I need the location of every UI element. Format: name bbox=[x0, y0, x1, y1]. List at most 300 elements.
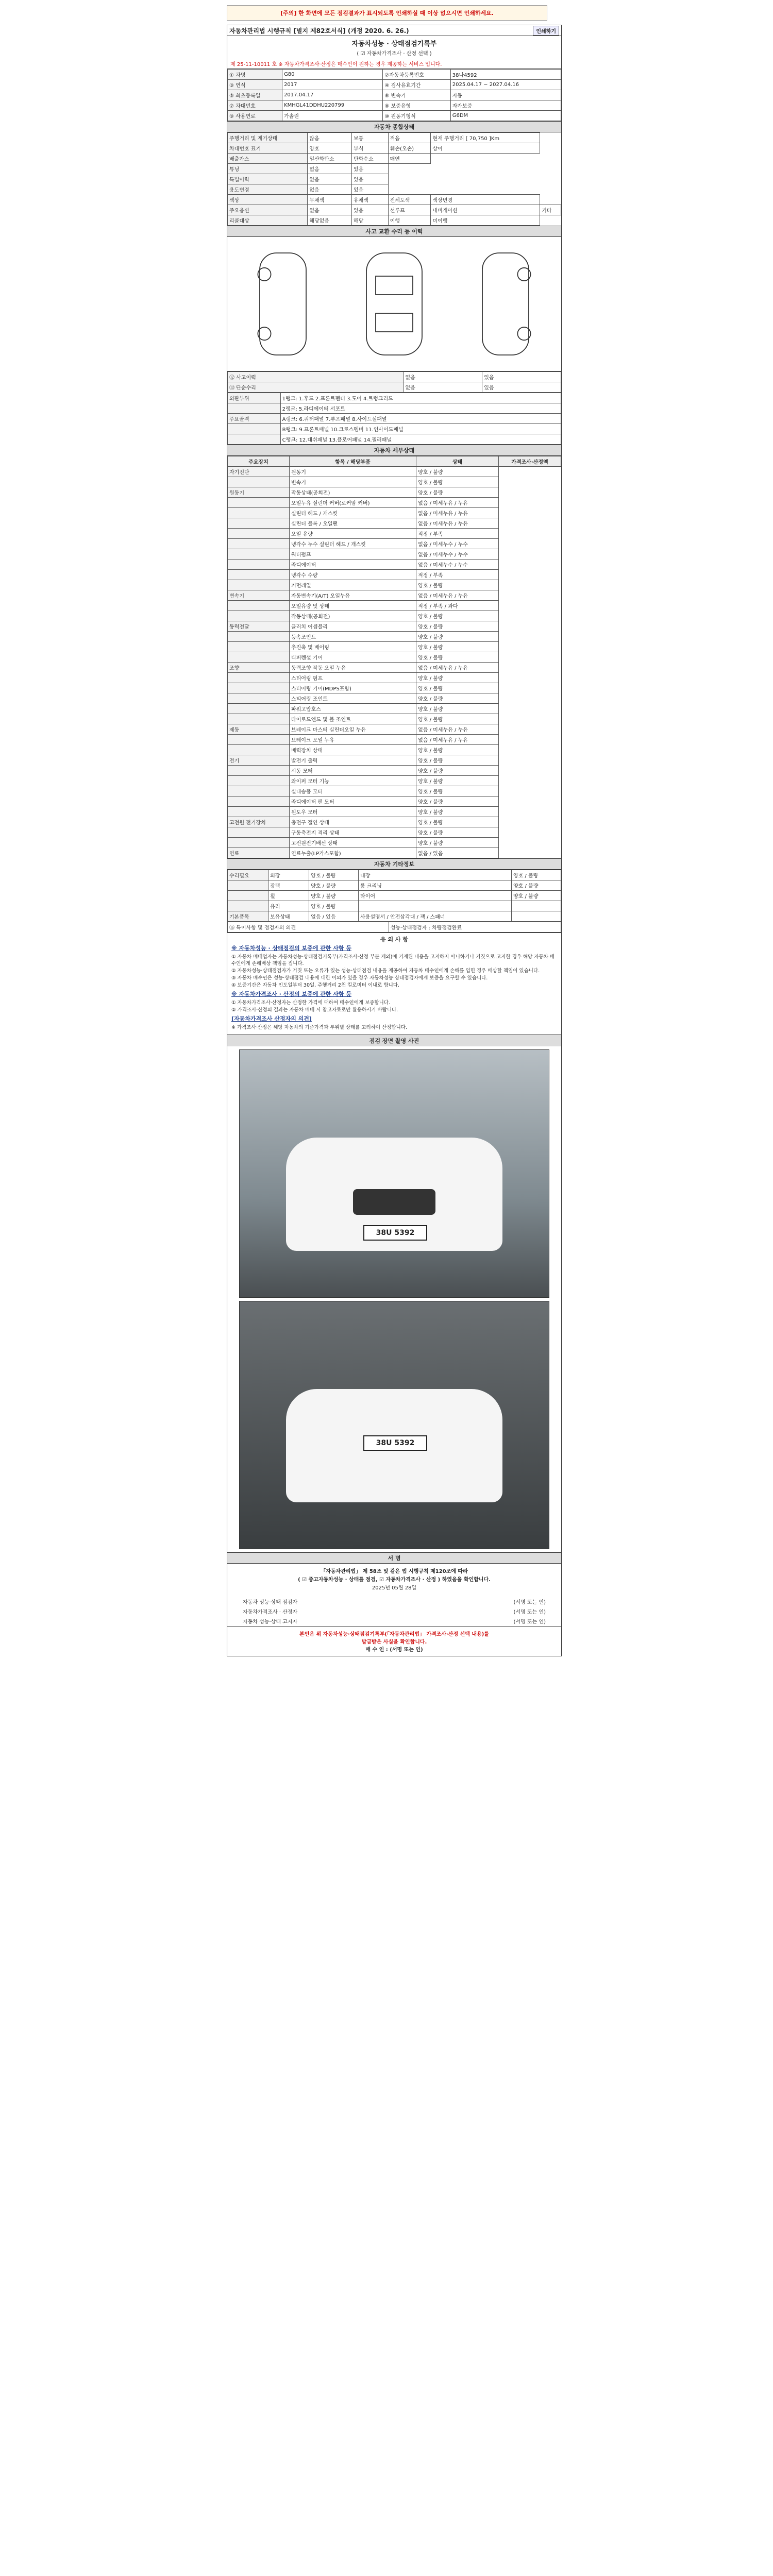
detail-cell: 전기 bbox=[228, 755, 290, 766]
buyer-text-1: 본인은 위 자동차성능·상태점검기록부(「자동차관리법」 가격조사·산정 선택 내용)를 bbox=[299, 1632, 489, 1637]
detail-cell: 작동상태(공회전) bbox=[289, 611, 416, 621]
detail-row bbox=[228, 601, 561, 611]
signature-cell: 자동차 성능·상태 고지자 bbox=[243, 1619, 298, 1625]
summary-cell: 주요옵션 bbox=[228, 205, 308, 215]
detail-cell bbox=[228, 518, 290, 529]
detail-cell: 와이퍼 모터 기능 bbox=[289, 776, 416, 786]
note-paragraph: ② 가격조사·산정의 결과는 자동차 매매 시 참고자료로만 활용하시기 바랍니다. bbox=[231, 1007, 398, 1013]
detail-cell bbox=[228, 776, 290, 786]
detail-cell: 양호 / 불량 bbox=[416, 683, 499, 693]
detail-cell: 타이로드엔드 및 볼 조인트 bbox=[289, 714, 416, 724]
parts-cell: 외판부위 bbox=[228, 393, 281, 403]
parts-cell: 2랭크: 5.라디에이터 서포트 bbox=[280, 403, 561, 414]
detail-cell: 적정 / 부족 / 과다 bbox=[416, 601, 499, 611]
detail-cell: 없음 / 미세누유 / 누유 bbox=[416, 508, 499, 518]
summary-row bbox=[228, 205, 561, 215]
detail-cell bbox=[228, 838, 290, 848]
detail-cell: 브레이크 오일 누유 bbox=[289, 735, 416, 745]
accident-row bbox=[228, 372, 561, 382]
detail-row bbox=[228, 477, 561, 487]
notes-heading-2: ※ 자동차가격조사 · 산정의 보증에 관한 사항 등 bbox=[231, 991, 351, 997]
doc-id-note: ※ 자동차가격조사·산정은 매수인이 원하는 경우 제공하는 서비스 입니다. bbox=[278, 62, 442, 67]
summary-cell: 용도변경 bbox=[228, 184, 308, 195]
summary-cell: 특별이력 bbox=[228, 174, 308, 184]
detail-cell: 양호 / 불량 bbox=[416, 477, 499, 487]
detail-cell: 양호 / 불량 bbox=[416, 652, 499, 663]
section-accident: 사고 교환 수리 등 이력 bbox=[227, 226, 561, 237]
detail-cell: 양호 / 불량 bbox=[416, 745, 499, 755]
detail-cell: 원동기 bbox=[289, 467, 416, 477]
detail-cell: 없음 / 미세누유 / 누유 bbox=[416, 735, 499, 745]
summary-row bbox=[228, 133, 561, 143]
license-plate-1: 38U 5392 bbox=[363, 1225, 427, 1241]
detail-cell: 브레이크 마스터 실린더오일 누유 bbox=[289, 724, 416, 735]
notes-title: 유 의 사 항 bbox=[380, 936, 408, 943]
detail-cell: 적정 / 부족 bbox=[416, 570, 499, 580]
basic-cell: 자가보증 bbox=[450, 100, 561, 111]
signature-row bbox=[227, 1606, 561, 1616]
note-paragraph: ③ 자동차 매수인은 성능·상태점검 내용에 대한 이의가 있을 경우 자동차성능·상태점검자에게 보증을 요구할 수 있습니다. bbox=[231, 975, 488, 981]
detail-cell: 연료 bbox=[228, 848, 290, 858]
detail-cell bbox=[228, 693, 290, 704]
photos-title: 점검 장면 촬영 사진 bbox=[227, 1035, 561, 1046]
detail-cell: 양호 / 불량 bbox=[416, 704, 499, 714]
detail-row bbox=[228, 745, 561, 755]
basic-row bbox=[228, 111, 561, 121]
basic-cell: 2025.04.17 ~ 2027.04.16 bbox=[450, 80, 561, 90]
summary-cell: 해당없음 bbox=[308, 215, 352, 226]
print-button[interactable]: 인쇄하기 bbox=[533, 26, 559, 36]
detail-cell: 양호 / 불량 bbox=[416, 642, 499, 652]
accident-cell: ⑫ 사고이력 bbox=[228, 372, 404, 382]
section-detail: 자동차 세부상태 bbox=[227, 445, 561, 456]
parts-cell: C랭크: 12.대쉬패널 13.플로어패널 14.필러패널 bbox=[280, 434, 561, 445]
basic-cell: 2017 bbox=[282, 80, 383, 90]
detail-cell bbox=[228, 539, 290, 549]
etc-row bbox=[228, 911, 561, 922]
detail-cell: 등속조인트 bbox=[289, 632, 416, 642]
detail-cell bbox=[228, 642, 290, 652]
signature-row bbox=[227, 1597, 561, 1606]
parts-cell: A랭크: 6.쿼터패널 7.루프패널 8.사이드실패널 bbox=[280, 414, 561, 424]
detail-row bbox=[228, 776, 561, 786]
detail-cell: 라디에이터 팬 모터 bbox=[289, 796, 416, 807]
parts-row bbox=[228, 414, 561, 424]
detail-cell bbox=[228, 704, 290, 714]
detail-row bbox=[228, 621, 561, 632]
detail-cell: 오일유량 및 상태 bbox=[289, 601, 416, 611]
accident-table bbox=[227, 371, 561, 393]
detail-cell: 조향 bbox=[228, 663, 290, 673]
detail-cell: 양호 / 불량 bbox=[416, 673, 499, 683]
detail-cell: 파워고압호스 bbox=[289, 704, 416, 714]
detail-cell: 연료누출(LP가스포함) bbox=[289, 848, 416, 858]
opinion-label: ⑯ 특이사항 및 점검자의 의견 bbox=[228, 922, 389, 933]
detail-cell: 양호 / 불량 bbox=[416, 827, 499, 838]
detail-cell: 원동기 bbox=[228, 487, 290, 498]
summary-cell: 선루프 bbox=[388, 205, 431, 215]
etc-cell: 외장 bbox=[268, 870, 309, 880]
etc-row bbox=[228, 880, 561, 891]
detail-row bbox=[228, 508, 561, 518]
parts-cell: 1랭크: 1.후드 2.프론트펜더 3.도어 4.트렁크리드 bbox=[280, 393, 561, 403]
detail-cell: 스티어링 기어(MDPS포함) bbox=[289, 683, 416, 693]
signature-cell: (서명 또는 인) bbox=[513, 1619, 546, 1625]
detail-cell: 자동변속기(A/T) 오일누유 bbox=[289, 590, 416, 601]
detail-row bbox=[228, 663, 561, 673]
basic-cell: ⑨ 사용연료 bbox=[228, 111, 282, 121]
table-header: 가격조사·산정액 bbox=[499, 456, 561, 467]
etc-cell: 양호 / 불량 bbox=[309, 870, 359, 880]
summary-cell: 주행거리 및 계기상태 bbox=[228, 133, 308, 143]
detail-cell: 없음 / 미세누유 / 누유 bbox=[416, 498, 499, 508]
detail-cell: 양호 / 불량 bbox=[416, 632, 499, 642]
etc-row bbox=[228, 891, 561, 901]
summary-row bbox=[228, 164, 561, 174]
detail-row bbox=[228, 652, 561, 663]
etc-cell: 기본품목 bbox=[228, 911, 268, 922]
detail-cell: 양호 / 불량 bbox=[416, 755, 499, 766]
summary-cell: 상이 bbox=[431, 143, 540, 154]
detail-row bbox=[228, 796, 561, 807]
detail-row bbox=[228, 807, 561, 817]
detail-cell bbox=[228, 549, 290, 560]
summary-cell: 보통 bbox=[351, 133, 388, 143]
detail-row bbox=[228, 704, 561, 714]
detail-row bbox=[228, 827, 561, 838]
basic-row bbox=[228, 90, 561, 100]
summary-cell: 있음 bbox=[351, 164, 388, 174]
etc-cell: 수리필요 bbox=[228, 870, 268, 880]
basic-cell: 가솔린 bbox=[282, 111, 383, 121]
detail-row bbox=[228, 683, 561, 693]
detail-cell: 실내송풍 모터 bbox=[289, 786, 416, 796]
detail-cell: 없음 / 미세누유 / 누유 bbox=[416, 663, 499, 673]
detail-cell: 워터펌프 bbox=[289, 549, 416, 560]
detail-row bbox=[228, 549, 561, 560]
detail-cell: 스티어링 펌프 bbox=[289, 673, 416, 683]
basic-cell: ① 차명 bbox=[228, 70, 282, 80]
detail-row bbox=[228, 766, 561, 776]
etc-cell bbox=[512, 911, 561, 922]
basic-cell: ⑦ 차대번호 bbox=[228, 100, 282, 111]
detail-cell: 자기진단 bbox=[228, 467, 290, 477]
etc-table bbox=[227, 870, 561, 922]
detail-cell bbox=[228, 560, 290, 570]
etc-cell: 양호 / 불량 bbox=[309, 901, 359, 911]
sign-date: 2025년 05월 28일 bbox=[372, 1585, 417, 1591]
etc-cell: 광택 bbox=[268, 880, 309, 891]
signature-row bbox=[227, 1616, 561, 1626]
detail-cell bbox=[228, 580, 290, 590]
detail-row bbox=[228, 580, 561, 590]
parts-cell: B랭크: 9.프론트패널 10.크로스멤버 11.인사이드패널 bbox=[280, 424, 561, 434]
detail-row bbox=[228, 838, 561, 848]
summary-cell: 해당 bbox=[351, 215, 388, 226]
detail-cell: 냉각수 수량 bbox=[289, 570, 416, 580]
etc-row bbox=[228, 901, 561, 911]
detail-cell: 디퍼렌셜 기어 bbox=[289, 652, 416, 663]
basic-cell: 자동 bbox=[450, 90, 561, 100]
buyer-text-2: 발급받은 사실을 확인합니다. bbox=[361, 1639, 427, 1645]
car-diagram bbox=[227, 237, 561, 371]
summary-row bbox=[228, 184, 561, 195]
etc-cell: 없음 / 있음 bbox=[309, 911, 359, 922]
etc-cell bbox=[228, 891, 268, 901]
detail-cell: 스티어링 조인트 bbox=[289, 693, 416, 704]
summary-cell: 튜닝 bbox=[228, 164, 308, 174]
detail-row bbox=[228, 786, 561, 796]
detail-table bbox=[227, 456, 561, 858]
summary-table bbox=[227, 132, 561, 226]
detail-cell: 없음 / 있음 bbox=[416, 848, 499, 858]
table-header: 항목 / 해당부품 bbox=[289, 456, 416, 467]
detail-row bbox=[228, 673, 561, 683]
parts-row bbox=[228, 434, 561, 445]
detail-cell: 구동축전지 격리 상태 bbox=[289, 827, 416, 838]
detail-cell: 양호 / 불량 bbox=[416, 766, 499, 776]
note-paragraph: ① 자동차 매매업자는 자동차성능·상태점검기록부(가격조사·산정 부분 제외)에 기재된 내용을 고지하지 아니하거나 거짓으로 고지한 경우 해당 자동차 매수인에게 손해배상 책임을 집니다. bbox=[231, 954, 555, 967]
basic-row bbox=[228, 80, 561, 90]
detail-cell: 작동상태(공회전) bbox=[289, 487, 416, 498]
detail-cell: 양호 / 불량 bbox=[416, 838, 499, 848]
signature-section bbox=[227, 1552, 561, 1656]
etc-cell: 양호 / 불량 bbox=[512, 870, 561, 880]
summary-cell: 이행 bbox=[388, 215, 431, 226]
basic-cell: G6DM bbox=[450, 111, 561, 121]
table-header: 상태 bbox=[416, 456, 499, 467]
detail-row bbox=[228, 611, 561, 621]
section-etc: 자동차 기타정보 bbox=[227, 858, 561, 870]
detail-cell bbox=[228, 807, 290, 817]
license-plate-2: 38U 5392 bbox=[363, 1435, 427, 1451]
detail-cell: 양호 / 불량 bbox=[416, 580, 499, 590]
detail-cell: 없음 / 미세누수 / 누수 bbox=[416, 539, 499, 549]
summary-cell: 매연 bbox=[388, 154, 431, 164]
summary-cell: 있음 bbox=[351, 184, 388, 195]
detail-cell: 커먼레일 bbox=[289, 580, 416, 590]
etc-cell: 유리 bbox=[268, 901, 309, 911]
detail-cell: 적정 / 부족 bbox=[416, 529, 499, 539]
detail-cell bbox=[228, 477, 290, 487]
detail-cell: 양호 / 불량 bbox=[416, 487, 499, 498]
detail-cell: 양호 / 불량 bbox=[416, 621, 499, 632]
note-paragraph: ② 자동차성능·상태점검자가 거짓 또는 오류가 있는 성능·상태점검 내용을 제공하여 자동차 매수인에게 손해를 입힌 경우 배상할 책임이 있습니다. bbox=[231, 968, 540, 974]
signature-cell: 자동차가격조사 · 산정자 bbox=[243, 1609, 298, 1615]
etc-cell bbox=[228, 901, 268, 911]
sign-text-2: ( ☑ 중고자동차성능 · 상태를 점검, ☑ 자동차가격조사 · 산정 ) 하였음을 확인합니다. bbox=[298, 1577, 491, 1583]
detail-cell: 동력조향 작동 오일 누유 bbox=[289, 663, 416, 673]
detail-cell bbox=[228, 498, 290, 508]
summary-cell: 훼손(오손) bbox=[388, 143, 431, 154]
detail-row bbox=[228, 848, 561, 858]
etc-cell: 내장 bbox=[359, 870, 512, 880]
accident-cell: 없음 bbox=[404, 382, 482, 393]
form-reference: 자동차관리법 시행규칙 [별지 제82호서식] (개정 2020. 6. 26.) bbox=[229, 27, 409, 35]
accident-cell: 있음 bbox=[482, 382, 561, 393]
detail-cell bbox=[228, 570, 290, 580]
detail-cell: 양호 / 불량 bbox=[416, 714, 499, 724]
opinion-value: 성능·상태점검자 : 차량점검완료 bbox=[389, 922, 561, 933]
summary-cell: 현재 주행거리 [ 70,750 ]Km bbox=[431, 133, 540, 143]
summary-row bbox=[228, 154, 561, 164]
etc-cell: 타이어 bbox=[359, 891, 512, 901]
detail-row bbox=[228, 590, 561, 601]
basic-cell: 38나4592 bbox=[450, 70, 561, 80]
detail-cell: 제동 bbox=[228, 724, 290, 735]
etc-cell: 사용설명서 / 안전삼각대 / 잭 / 스패너 bbox=[359, 911, 512, 922]
detail-cell: 변속기 bbox=[228, 590, 290, 601]
detail-row bbox=[228, 714, 561, 724]
form-header bbox=[227, 25, 561, 36]
summary-cell: 내비게이션 bbox=[431, 205, 540, 215]
detail-row bbox=[228, 518, 561, 529]
detail-cell bbox=[228, 652, 290, 663]
detail-cell bbox=[228, 766, 290, 776]
detail-row bbox=[228, 560, 561, 570]
detail-row bbox=[228, 817, 561, 827]
top-notice: [주의] 한 화면에 모든 점검결과가 표시되도록 인쇄하실 때 이상 없으시면 인쇄하세요. bbox=[227, 5, 547, 21]
inspection-record bbox=[227, 25, 562, 1656]
detail-cell bbox=[228, 827, 290, 838]
basic-cell: G80 bbox=[282, 70, 383, 80]
summary-cell: 없음 bbox=[308, 174, 352, 184]
note-paragraph: ① 자동차가격조사·산정자는 산정한 가격에 대하여 매수인에게 보증합니다. bbox=[231, 1000, 390, 1006]
summary-cell: 양호 bbox=[308, 143, 352, 154]
summary-cell: 색상변경 bbox=[431, 195, 540, 205]
notes-heading-3: [자동차가격조사 산정자의 의견] bbox=[231, 1015, 312, 1022]
etc-row bbox=[228, 870, 561, 880]
etc-cell: 보유상태 bbox=[268, 911, 309, 922]
detail-cell: 없음 / 미세누유 / 누유 bbox=[416, 590, 499, 601]
detail-cell: 발전기 출력 bbox=[289, 755, 416, 766]
detail-cell: 없음 / 미세누수 / 누수 bbox=[416, 560, 499, 570]
buyer-sign: 매 수 인 : (서명 또는 인) bbox=[365, 1647, 423, 1653]
basic-info-table bbox=[227, 69, 561, 121]
doc-id-line bbox=[227, 59, 561, 69]
detail-cell: 양호 / 불량 bbox=[416, 817, 499, 827]
detail-cell bbox=[228, 745, 290, 755]
detail-row bbox=[228, 693, 561, 704]
summary-cell: 있음 bbox=[351, 205, 388, 215]
etc-cell: 양호 / 불량 bbox=[512, 880, 561, 891]
basic-cell: ②자동차등록번호 bbox=[383, 70, 450, 80]
summary-row bbox=[228, 174, 561, 184]
etc-cell: 룸 크리닝 bbox=[359, 880, 512, 891]
note-paragraph: ④ 보증기간은 자동차 인도일부터 30일, 주행거리 2천 킬로미터 이내로 합니다. bbox=[231, 982, 400, 988]
detail-cell bbox=[228, 714, 290, 724]
detail-cell bbox=[228, 632, 290, 642]
detail-cell bbox=[228, 508, 290, 518]
notes bbox=[227, 933, 561, 1035]
accident-cell: ⑬ 단순수리 bbox=[228, 382, 404, 393]
summary-cell: 없음 bbox=[308, 205, 352, 215]
etc-cell: 휠 bbox=[268, 891, 309, 901]
parts-cell bbox=[228, 434, 281, 445]
signature-cell: (서명 또는 인) bbox=[513, 1600, 546, 1605]
summary-cell: 없음 bbox=[308, 184, 352, 195]
summary-cell: 유채색 bbox=[351, 195, 388, 205]
etc-cell: 양호 / 불량 bbox=[309, 880, 359, 891]
basic-cell: ③ 연식 bbox=[228, 80, 282, 90]
detail-cell: 양호 / 불량 bbox=[416, 807, 499, 817]
summary-cell: 없음 bbox=[308, 164, 352, 174]
parts-cell: 주요골격 bbox=[228, 414, 281, 424]
accident-cell: 있음 bbox=[482, 372, 561, 382]
detail-cell bbox=[228, 601, 290, 611]
basic-cell: ⑩ 원동기형식 bbox=[383, 111, 450, 121]
summary-cell: 리콜대상 bbox=[228, 215, 308, 226]
signature-title: 서 명 bbox=[227, 1553, 561, 1564]
detail-cell bbox=[228, 796, 290, 807]
car-photo-rear bbox=[239, 1301, 549, 1549]
summary-row bbox=[228, 195, 561, 205]
summary-row bbox=[228, 215, 561, 226]
table-header: 주요장치 bbox=[228, 456, 290, 467]
detail-cell: 실린더 블록 / 오일팬 bbox=[289, 518, 416, 529]
summary-cell: 탄화수소 bbox=[351, 154, 388, 164]
summary-cell: 기타 bbox=[540, 205, 561, 215]
summary-cell: 일산화탄소 bbox=[308, 154, 352, 164]
detail-cell: 고전원 전기장치 bbox=[228, 817, 290, 827]
etc-cell: 양호 / 불량 bbox=[512, 891, 561, 901]
summary-cell: 무채색 bbox=[308, 195, 352, 205]
detail-cell bbox=[228, 529, 290, 539]
detail-cell: 변속기 bbox=[289, 477, 416, 487]
etc-cell: 양호 / 불량 bbox=[309, 891, 359, 901]
detail-cell: 없음 / 미세누수 / 누수 bbox=[416, 549, 499, 560]
summary-cell: 적음 bbox=[388, 133, 431, 143]
signature-cell: 자동차 성능·상태 점검자 bbox=[243, 1600, 298, 1605]
doc-subtitle: ( ☑ 자동차가격조사 · 산정 선택 ) bbox=[357, 51, 432, 57]
accident-cell: 없음 bbox=[404, 372, 482, 382]
summary-cell: 부식 bbox=[351, 143, 388, 154]
detail-row bbox=[228, 498, 561, 508]
detail-row bbox=[228, 724, 561, 735]
etc-cell bbox=[512, 901, 561, 911]
notes-heading-1: ※ 자동차성능 · 상태점검의 보증에 관한 사항 등 bbox=[231, 945, 351, 952]
car-top-icon bbox=[348, 247, 441, 361]
detail-cell: 없음 / 미세누유 / 누유 bbox=[416, 724, 499, 735]
basic-row bbox=[228, 100, 561, 111]
detail-cell: 양호 / 불량 bbox=[416, 776, 499, 786]
detail-cell: 양호 / 불량 bbox=[416, 467, 499, 477]
summary-cell: 있음 bbox=[351, 174, 388, 184]
detail-cell: 실린더 헤드 / 개스킷 bbox=[289, 508, 416, 518]
basic-cell: KMHGL41DDHU220799 bbox=[282, 100, 383, 111]
detail-row bbox=[228, 539, 561, 549]
parts-table bbox=[227, 393, 561, 445]
signature-cell: (서명 또는 인) bbox=[513, 1609, 546, 1615]
detail-cell: 양호 / 불량 bbox=[416, 796, 499, 807]
parts-cell bbox=[228, 403, 281, 414]
detail-row bbox=[228, 570, 561, 580]
parts-row bbox=[228, 424, 561, 434]
detail-cell bbox=[228, 786, 290, 796]
notes-para-3: ※ 가격조사·산정은 해당 자동차의 기준가격과 부위별 상태를 고려하여 산정합니다. bbox=[231, 1025, 407, 1030]
summary-cell: 배출가스 bbox=[228, 154, 308, 164]
detail-cell bbox=[228, 611, 290, 621]
basic-row bbox=[228, 70, 561, 80]
detail-cell: 양호 / 불량 bbox=[416, 693, 499, 704]
detail-row bbox=[228, 487, 561, 498]
detail-cell: 라디에이터 bbox=[289, 560, 416, 570]
detail-cell: 추진축 및 베어링 bbox=[289, 642, 416, 652]
section-summary: 자동차 종합상태 bbox=[227, 121, 561, 132]
summary-cell: 차대번호 표기 bbox=[228, 143, 308, 154]
detail-cell: 배력장치 상태 bbox=[289, 745, 416, 755]
detail-cell: 오일누유 실린더 커버(로커암 커버) bbox=[289, 498, 416, 508]
